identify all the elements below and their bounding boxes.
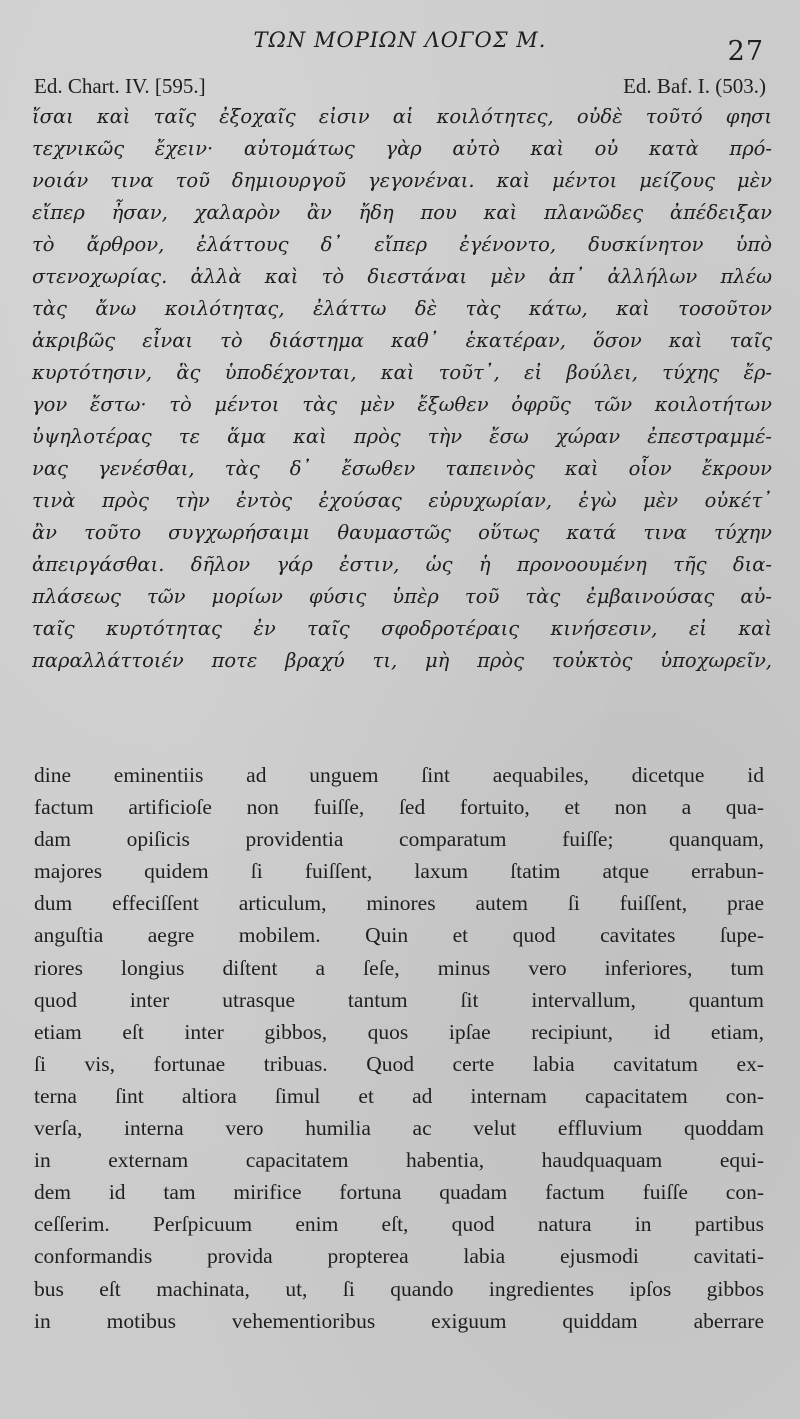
latin-line: majores quidem ſi fuiſſent, laxum ſtatim atque errabun-	[34, 859, 764, 884]
latin-line: dem id tam mirifice fortuna quadam factum fuiſſe con-	[34, 1180, 764, 1205]
greek-line: νας γενέσθαι, τὰς δ᾽ ἔσωθεν ταπεινὸς καὶ οἷον ἔκρουν	[32, 457, 772, 480]
latin-line: conformandis provida propterea labia ejusmodi cavitati-	[34, 1244, 764, 1269]
greek-line: τεχνικῶς ἔχειν· αὐτομάτως γὰρ αὐτὸ καὶ οὐ κατὰ πρό-	[32, 137, 772, 160]
latin-line: terna ſint altiora ſimul et ad internam capacitatem con-	[34, 1083, 764, 1108]
greek-line: πλάσεως τῶν μορίων φύσις ὑπὲρ τοῦ τὰς ἐμβαινούσας αὐ-	[32, 585, 772, 608]
greek-line: ἂν τοῦτο συγχωρήσαιμι θαυμαστῶς οὕτως κατά τινα τύχην	[32, 521, 772, 544]
greek-line: ἀπειργάσθαι. δῆλον γάρ ἐστιν, ὡς ἡ προνοουμένη τῆς δια-	[32, 553, 772, 576]
latin-line: bus eſt machinata, ut, ſi quando ingredientes ipſos gibbos	[34, 1276, 764, 1301]
greek-line: κυρτότησιν, ἃς ὑποδέχονται, καὶ τοῦτ᾽, εἰ βούλει, τύχης ἔρ-	[32, 361, 772, 384]
latin-line: quod inter utrasque tantum ſit intervallum, quantum	[34, 987, 764, 1012]
latin-line: in motibus vehementioribus exiguum quiddam aberrare	[34, 1308, 764, 1333]
greek-line: τὰς ἄνω κοιλότητας, ἐλάττω δὲ τὰς κάτω, καὶ τοσοῦτον	[32, 297, 772, 320]
greek-line: ἀκριβῶς εἶναι τὸ διάστημα καθ᾽ ἑκατέραν, ὅσον καὶ ταῖς	[32, 329, 772, 352]
edition-chartier-reference: Ed. Chart. IV. [595.]	[34, 74, 206, 98]
latin-line: ſi vis, fortunae tribuas. Quod certe labia cavitatum ex-	[34, 1051, 764, 1076]
latin-line: anguſtia aegre mobilem. Quin et quod cavitates ſupe-	[34, 923, 764, 948]
latin-line: dum effeciſſent articulum, minores autem ſi fuiſſent, prae	[34, 891, 764, 916]
running-title: ΤΩΝ ΜΟΡΙΩΝ ΛΟΓΟΣ Μ.	[253, 28, 547, 52]
latin-line: in externam capacitatem habentia, haudquaquam equi-	[34, 1148, 764, 1173]
latin-line: dine eminentiis ad unguem ſint aequabiles, dicetque id	[34, 763, 764, 787]
greek-line: γον ἔστω· τὸ μέντοι τὰς μὲν ἔξωθεν ὀφρῦς τῶν κοιλοτήτων	[32, 393, 772, 416]
greek-line: ταῖς κυρτότητας ἐν ταῖς σφοδροτέραις κινήσεσιν, εἰ καὶ	[32, 617, 772, 640]
greek-line: ὑψηλοτέρας τε ἅμα καὶ πρὸς τὴν ἔσω χώραν ἐπεστραμμέ-	[32, 425, 772, 448]
greek-line: παραλλάττοιέν ποτε βραχύ τι, μὴ πρὸς τοὐκτὸς ὑποχωρεῖν,	[32, 649, 772, 672]
latin-line: verſa, interna vero humilia ac velut effluvium quoddam	[34, 1116, 764, 1141]
greek-line: τὸ ἄρθρον, ἐλάττους δ᾽ εἴπερ ἐγένοντο, δυσκίνητον ὑπὸ	[32, 233, 772, 256]
greek-line: νοιάν τινα τοῦ δημιουργοῦ γεγονέναι. καὶ μέντοι μείζους μὲν	[32, 169, 772, 192]
greek-line: εἴπερ ἦσαν, χαλαρὸν ἂν ἤδη που καὶ πλανῶδες ἀπέδειξαν	[32, 201, 772, 224]
greek-line: τινὰ πρὸς τὴν ἐντὸς ἐχούσας εὐρυχωρίαν, ἐγὼ μὲν οὐκέτ᾽	[32, 489, 772, 512]
greek-line: στενοχωρίας. ἀλλὰ καὶ τὸ διεστάναι μὲν ἀπ᾽ ἀλλήλων πλέω	[32, 265, 772, 288]
greek-line: ἴσαι καὶ ταῖς ἐξοχαῖς εἰσιν αἱ κοιλότητες, οὐδὲ τοῦτό φησι	[32, 105, 772, 128]
edition-reference-line	[34, 74, 766, 98]
page-number: 27	[727, 36, 764, 67]
latin-line: riores longius diſtent a ſeſe, minus vero inferiores, tum	[34, 955, 764, 980]
edition-basel-reference: Ed. Baf. I. (503.)	[623, 74, 766, 98]
latin-text-block	[34, 759, 764, 1337]
latin-line: dam opiſicis providentia comparatum fuiſſe; quanquam,	[34, 827, 764, 852]
latin-line: etiam eſt inter gibbos, quos ipſae recipiunt, id etiam,	[34, 1019, 764, 1044]
latin-line: factum artificioſe non fuiſſe, ſed fortuito, et non a qua-	[34, 795, 764, 820]
latin-line: ceſſerim. Perſpicuum enim eſt, quod natura in partibus	[34, 1212, 764, 1237]
greek-text-block	[32, 101, 772, 677]
